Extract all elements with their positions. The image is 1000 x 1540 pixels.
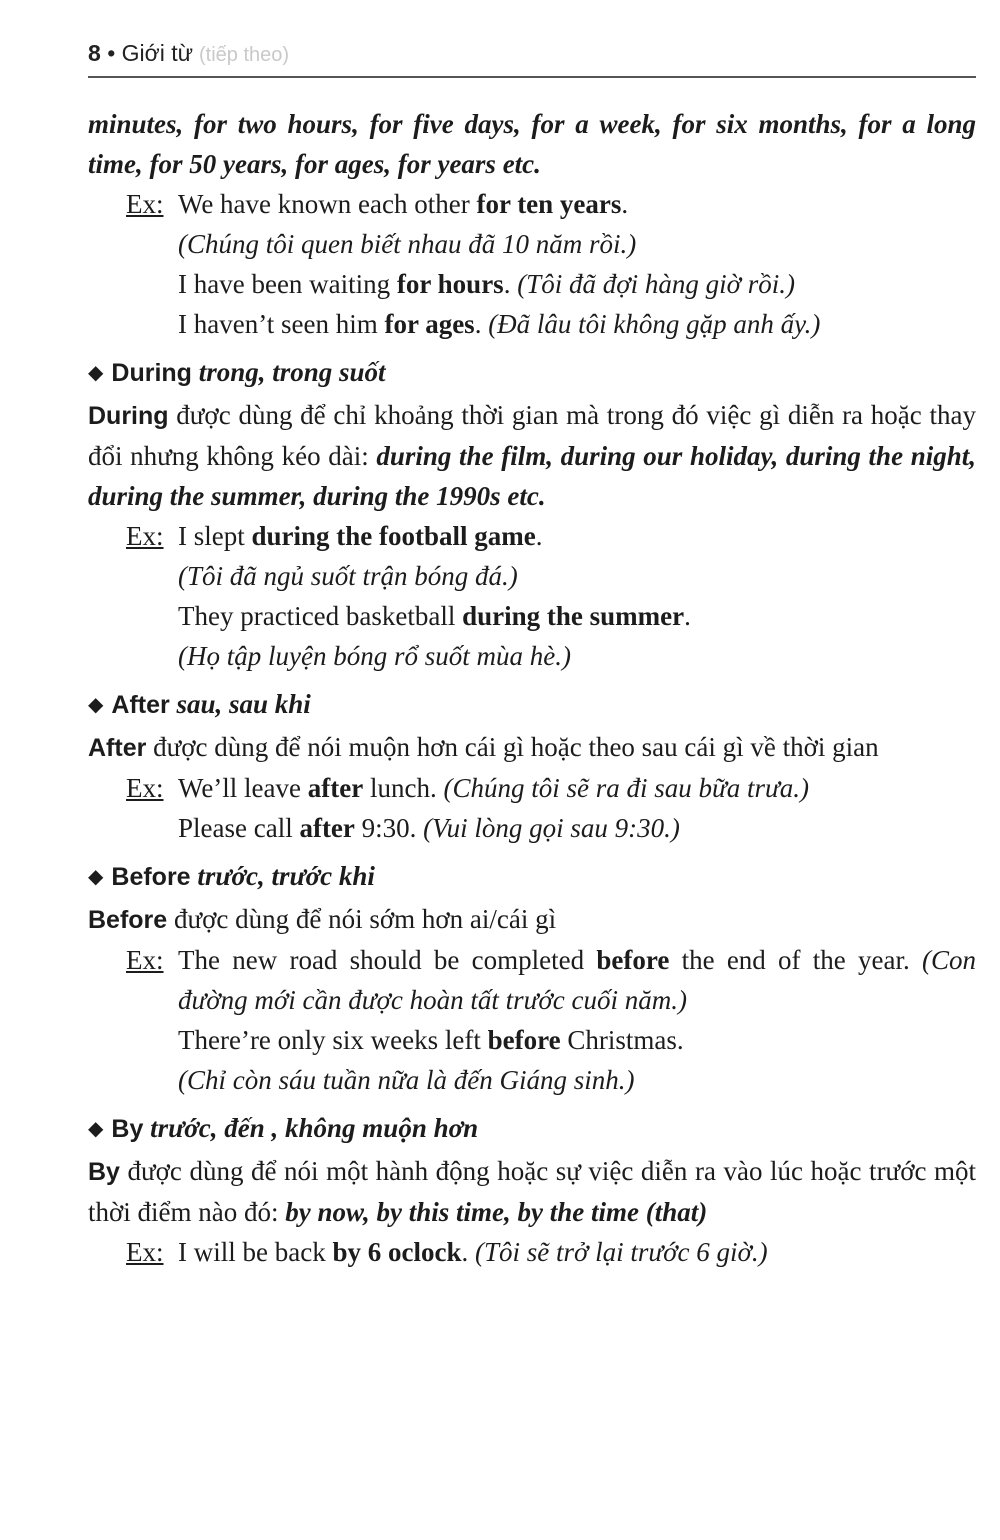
for-examples-continued: minutes, for two hours, for five days, for a week, for six months, for a long time, for 50 years, for ages, for years etc. [88, 109, 976, 179]
section-heading-before: ◆ Before trước, trước khi [88, 861, 375, 891]
example-label: Ex: [126, 773, 164, 803]
faint-header-text: (tiếp theo) [199, 44, 290, 66]
example-translation: (Chúng tôi quen biết nhau đã 10 năm rồi.) [178, 229, 637, 259]
example-translation: (Tôi đã ngủ suốt trận bóng đá.) [178, 561, 518, 591]
example-translation: (Chỉ còn sáu tuần nữa là đến Giáng sinh.) [178, 1065, 635, 1095]
by-description: By được dùng để nói một hành động hoặc sự việc diễn ra vào lúc hoặc trước một thời điểm nào đó: by now, by this time, by the time (that) [88, 1156, 976, 1227]
diamond-bullet-icon: ◆ [88, 694, 104, 716]
before-description: Before được dùng để nói sớm hơn ai/cái gì [88, 904, 557, 934]
example-block [126, 940, 976, 1100]
example-sentence: I have been waiting for hours. (Tôi đã đợi hàng giờ rồi.) [178, 269, 796, 299]
during-description: During được dùng để chỉ khoảng thời gian mà trong đó việc gì diễn ra hoặc thay đổi nhưng không kéo dài: during the film, during our holiday, during the night, during the summer, during the 1990s etc. [88, 400, 976, 511]
example-block [126, 768, 976, 848]
after-description: After được dùng để nói muộn hơn cái gì hoặc theo sau cái gì về thời gian [88, 732, 879, 762]
example-block [126, 1232, 976, 1272]
header-bullet: • [107, 40, 116, 66]
example-sentence: We’ll leave after lunch. (Chúng tôi sẽ ra đi sau bữa trưa.) [178, 773, 809, 803]
example-label: Ex: [126, 521, 164, 551]
example-sentence: Please call after 9:30. (Vui lòng gọi sau 9:30.) [178, 813, 680, 843]
page-number: 8 [88, 40, 101, 66]
example-label: Ex: [126, 189, 164, 219]
example-translation: (Họ tập luyện bóng rổ suốt mùa hè.) [178, 641, 571, 671]
example-sentence: I will be back by 6 oclock. (Tôi sẽ trở lại trước 6 giờ.) [178, 1237, 768, 1267]
running-header [88, 40, 289, 67]
example-sentence: They practiced basketball during the summer. [178, 601, 691, 631]
section-heading-during: ◆ During trong, trong suốt [88, 357, 386, 387]
page-content [88, 104, 976, 1272]
section-heading-by: ◆ By trước, đến , không muộn hơn [88, 1113, 479, 1143]
header-rule [88, 76, 976, 78]
example-label: Ex: [126, 945, 164, 975]
example-sentence: There’re only six weeks left before Christmas. [178, 1025, 684, 1055]
diamond-bullet-icon: ◆ [88, 866, 104, 888]
example-sentence: The new road should be completed before the end of the year. (Con đường mới cần được hoàn tất trước cuối năm.) [178, 945, 976, 1015]
example-sentence: I slept during the football game. [178, 521, 543, 551]
diamond-bullet-icon: ◆ [88, 1118, 104, 1140]
example-sentence: I haven’t seen him for ages. (Đã lâu tôi không gặp anh ấy.) [178, 309, 821, 339]
section-heading-after: ◆ After sau, sau khi [88, 689, 311, 719]
example-label: Ex: [126, 1237, 164, 1267]
example-block [126, 516, 976, 676]
chapter-title: Giới từ [121, 40, 194, 66]
example-sentence: We have known each other for ten years. [178, 189, 629, 219]
example-block [126, 184, 976, 344]
diamond-bullet-icon: ◆ [88, 362, 104, 384]
